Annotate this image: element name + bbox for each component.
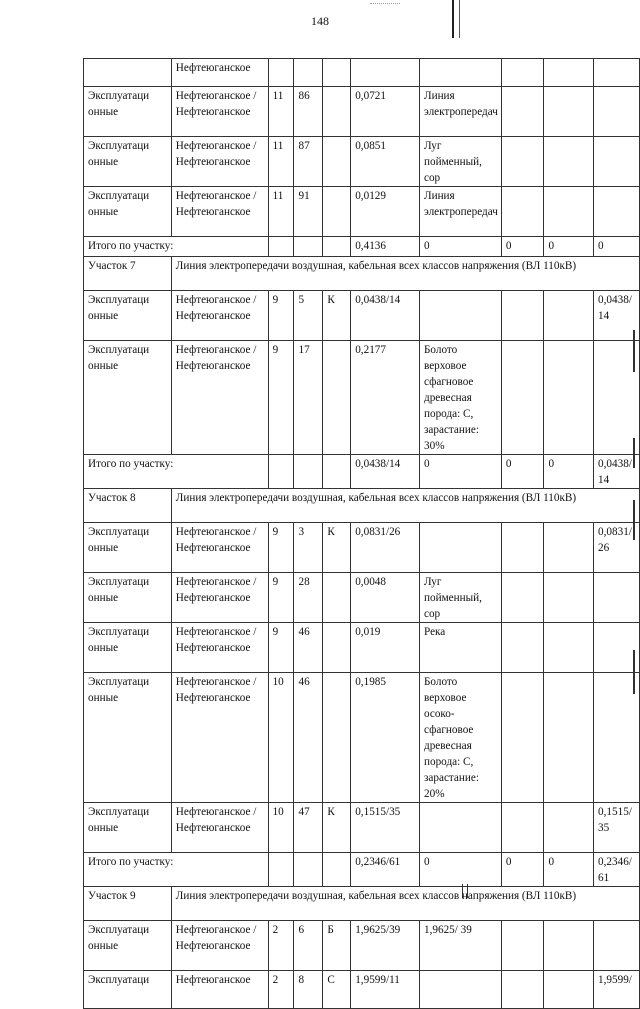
section-description: Линия электропередачи воздушная, кабельная всех классов напряжения (ВЛ 110кВ) <box>171 887 639 921</box>
cell-col-9 <box>544 291 594 341</box>
cell-col-8 <box>501 341 544 455</box>
cell-kvartal: 9 <box>268 291 294 341</box>
cell-kvartal: 11 <box>268 137 294 187</box>
total-label: Итого по участку: <box>84 853 269 887</box>
cell-kvartal: 9 <box>268 573 294 623</box>
cell-note-code: С <box>323 971 351 1009</box>
cell-vydel: 6 <box>294 921 323 971</box>
cell-note-code <box>323 623 351 673</box>
table-row <box>84 623 640 673</box>
cell-note-code <box>323 455 351 489</box>
cell-kvartal: 11 <box>268 87 294 137</box>
cell-kvartal <box>268 853 294 887</box>
section-description: Линия электропередачи воздушная, кабельная всех классов напряжения (ВЛ 110кВ) <box>171 489 639 523</box>
cell-kvartal: 2 <box>268 921 294 971</box>
cell-kvartal <box>268 237 294 257</box>
cell-kvartal: 9 <box>268 523 294 573</box>
cell-area <box>351 59 420 87</box>
cell-district: Нефтеюганское / Нефтеюганское <box>171 341 268 455</box>
cell-note-code: К <box>323 291 351 341</box>
cell-kvartal: 10 <box>268 673 294 803</box>
cell-area: 0,0831/26 <box>351 523 420 573</box>
cell-category: Эксплуатаци онные <box>84 187 172 237</box>
cell-land-type <box>420 803 502 853</box>
cell-district: Нефтеюганское / Нефтеюганское <box>171 291 268 341</box>
cell-col-9 <box>544 803 594 853</box>
cell-col-9 <box>544 573 594 623</box>
cell-col-10 <box>594 921 640 971</box>
cell-district: Нефтеюганское / Нефтеюганское <box>171 523 268 573</box>
total-label: Итого по участку: <box>84 455 269 489</box>
cell-category: Эксплуатаци онные <box>84 623 172 673</box>
land-plot-table <box>83 58 640 1009</box>
cell-col-10 <box>594 341 640 455</box>
cell-note-code <box>323 237 351 257</box>
cell-col-8 <box>501 623 544 673</box>
cell-land-type <box>420 971 502 1009</box>
section-label: Участок 7 <box>84 257 172 291</box>
cell-note-code: К <box>323 803 351 853</box>
cell-note-code <box>323 87 351 137</box>
cell-vydel <box>294 59 323 87</box>
cell-kvartal: 2 <box>268 971 294 1009</box>
cell-area: 0,0129 <box>351 187 420 237</box>
cell-land-type: 0 <box>420 853 502 887</box>
table-row <box>84 921 640 971</box>
cell-col-9 <box>544 87 594 137</box>
cell-vydel <box>294 237 323 257</box>
total-label: Итого по участку: <box>84 237 269 257</box>
section-label: Участок 9 <box>84 887 172 921</box>
cell-vydel: 3 <box>294 523 323 573</box>
cell-area: 0,4136 <box>351 237 420 257</box>
cell-area: 1,9599/11 <box>351 971 420 1009</box>
cell-col-9 <box>544 523 594 573</box>
cell-area: 0,0438/14 <box>351 455 420 489</box>
cell-district: Нефтеюганское / Нефтеюганское <box>171 87 268 137</box>
cell-category: Эксплуатаци онные <box>84 921 172 971</box>
cell-kvartal <box>268 455 294 489</box>
cell-vydel: 28 <box>294 573 323 623</box>
cell-col-9: 0 <box>544 455 594 489</box>
cell-category: Эксплуатаци онные <box>84 523 172 573</box>
cell-col-8 <box>501 803 544 853</box>
cell-vydel: 47 <box>294 803 323 853</box>
cell-district: Нефтеюганское / Нефтеюганское <box>171 673 268 803</box>
cell-land-type: Линия электропередач <box>420 187 502 237</box>
cell-col-9: 0 <box>544 853 594 887</box>
cell-vydel: 5 <box>294 291 323 341</box>
cell-area: 0,2346/61 <box>351 853 420 887</box>
cell-col-10: 1,9599/ <box>594 971 640 1009</box>
cell-col-8 <box>501 573 544 623</box>
cell-col-8 <box>501 87 544 137</box>
cell-col-10 <box>594 573 640 623</box>
total-row <box>84 455 640 489</box>
cell-district: Нефтеюганское / Нефтеюганское <box>171 921 268 971</box>
cell-col-10 <box>594 137 640 187</box>
cell-col-10 <box>594 673 640 803</box>
cell-col-10: 0,2346/ 61 <box>594 853 640 887</box>
cell-land-type <box>420 59 502 87</box>
table-row <box>84 341 640 455</box>
cell-area: 1,9625/39 <box>351 921 420 971</box>
cell-col-8: 0 <box>501 455 544 489</box>
table-row <box>84 803 640 853</box>
table-row <box>84 523 640 573</box>
cell-category: Эксплуатаци онные <box>84 573 172 623</box>
table-row <box>84 573 640 623</box>
table-row <box>84 291 640 341</box>
cell-vydel: 8 <box>294 971 323 1009</box>
cell-col-10 <box>594 187 640 237</box>
cell-land-type: 0 <box>420 455 502 489</box>
cell-district: Нефтеюганское / Нефтеюганское <box>171 187 268 237</box>
cell-kvartal: 11 <box>268 187 294 237</box>
cell-kvartal: 9 <box>268 341 294 455</box>
cell-col-8: 0 <box>501 237 544 257</box>
page-number: 148 <box>311 14 329 28</box>
scan-artifact <box>452 0 460 38</box>
cell-col-9 <box>544 137 594 187</box>
cell-col-8 <box>501 291 544 341</box>
cell-category: Эксплуатаци <box>84 971 172 1009</box>
cell-category: Эксплуатаци онные <box>84 803 172 853</box>
cell-col-9 <box>544 623 594 673</box>
cell-kvartal: 10 <box>268 803 294 853</box>
cell-note-code: К <box>323 523 351 573</box>
cell-land-type <box>420 523 502 573</box>
cell-land-type: 1,9625/ 39 <box>420 921 502 971</box>
cell-note-code: Б <box>323 921 351 971</box>
cell-col-8 <box>501 673 544 803</box>
section-label: Участок 8 <box>84 489 172 523</box>
cell-vydel <box>294 853 323 887</box>
cell-col-8 <box>501 187 544 237</box>
table-row <box>84 59 640 87</box>
cell-vydel: 17 <box>294 341 323 455</box>
cell-district: Нефтеюганское / Нефтеюганское <box>171 573 268 623</box>
cell-col-9 <box>544 673 594 803</box>
cell-col-9 <box>544 341 594 455</box>
scan-artifact <box>370 3 400 10</box>
cell-area: 0,1985 <box>351 673 420 803</box>
cell-vydel: 87 <box>294 137 323 187</box>
cell-category: Эксплуатаци онные <box>84 291 172 341</box>
table-row <box>84 187 640 237</box>
cell-category: Эксплуатаци онные <box>84 341 172 455</box>
cell-note-code <box>323 853 351 887</box>
cell-category <box>84 59 172 87</box>
cell-col-8: 0 <box>501 853 544 887</box>
cell-col-10: 0 <box>594 237 640 257</box>
cell-district: Нефтеюганское / Нефтеюганское <box>171 623 268 673</box>
cell-vydel: 46 <box>294 673 323 803</box>
total-row <box>84 853 640 887</box>
section-row <box>84 257 640 291</box>
cell-col-10 <box>594 623 640 673</box>
cell-vydel: 86 <box>294 87 323 137</box>
cell-land-type: Болото верховое осоко-сфагновое древесная порода: С, зарастание: 20% <box>420 673 502 803</box>
cell-land-type: Болото верховое сфагновое древесная порода: С, зарастание: 30% <box>420 341 502 455</box>
cell-note-code <box>323 673 351 803</box>
cell-category: Эксплуатаци онные <box>84 137 172 187</box>
cell-col-9 <box>544 187 594 237</box>
cell-area: 0,1515/35 <box>351 803 420 853</box>
cell-area: 0,0721 <box>351 87 420 137</box>
cell-col-9: 0 <box>544 237 594 257</box>
cell-district: Нефтеюганское <box>171 59 268 87</box>
cell-land-type: Луг пойменный, сор <box>420 137 502 187</box>
cell-land-type: Линия электропередач <box>420 87 502 137</box>
table-row <box>84 971 640 1009</box>
cell-col-10: 0,0831/ 26 <box>594 523 640 573</box>
cell-vydel: 46 <box>294 623 323 673</box>
cell-district: Нефтеюганское / Нефтеюганское <box>171 803 268 853</box>
cell-note-code <box>323 137 351 187</box>
cell-area: 0,0048 <box>351 573 420 623</box>
table-row <box>84 137 640 187</box>
section-row <box>84 489 640 523</box>
cell-land-type: Луг пойменный, сор <box>420 573 502 623</box>
cell-kvartal <box>268 59 294 87</box>
cell-col-8 <box>501 921 544 971</box>
cell-vydel <box>294 455 323 489</box>
cell-col-10: 0,0438/ 14 <box>594 455 640 489</box>
cell-col-10: 0,1515/ 35 <box>594 803 640 853</box>
cell-vydel: 91 <box>294 187 323 237</box>
cell-col-9 <box>544 921 594 971</box>
table-row <box>84 87 640 137</box>
table-row <box>84 673 640 803</box>
cell-land-type: 0 <box>420 237 502 257</box>
cell-col-10: 0,0438/ 14 <box>594 291 640 341</box>
cell-note-code <box>323 341 351 455</box>
cell-category: Эксплуатаци онные <box>84 673 172 803</box>
cell-col-9 <box>544 59 594 87</box>
cell-land-type <box>420 291 502 341</box>
cell-col-8 <box>501 137 544 187</box>
cell-kvartal: 9 <box>268 623 294 673</box>
total-row <box>84 237 640 257</box>
cell-district: Нефтеюганское / Нефтеюганское <box>171 137 268 187</box>
cell-note-code <box>323 59 351 87</box>
cell-col-8 <box>501 523 544 573</box>
cell-note-code <box>323 187 351 237</box>
cell-col-8 <box>501 59 544 87</box>
cell-note-code <box>323 573 351 623</box>
cell-area: 0,019 <box>351 623 420 673</box>
cell-col-10 <box>594 87 640 137</box>
cell-area: 0,2177 <box>351 341 420 455</box>
cell-area: 0,0438/14 <box>351 291 420 341</box>
cell-col-9 <box>544 971 594 1009</box>
section-row <box>84 887 640 921</box>
cell-category: Эксплуатаци онные <box>84 87 172 137</box>
cell-area: 0,0851 <box>351 137 420 187</box>
cell-col-8 <box>501 971 544 1009</box>
cell-district: Нефтеюганское <box>171 971 268 1009</box>
cell-col-10 <box>594 59 640 87</box>
section-description: Линия электропередачи воздушная, кабельная всех классов напряжения (ВЛ 110кВ) <box>171 257 639 291</box>
cell-land-type: Река <box>420 623 502 673</box>
